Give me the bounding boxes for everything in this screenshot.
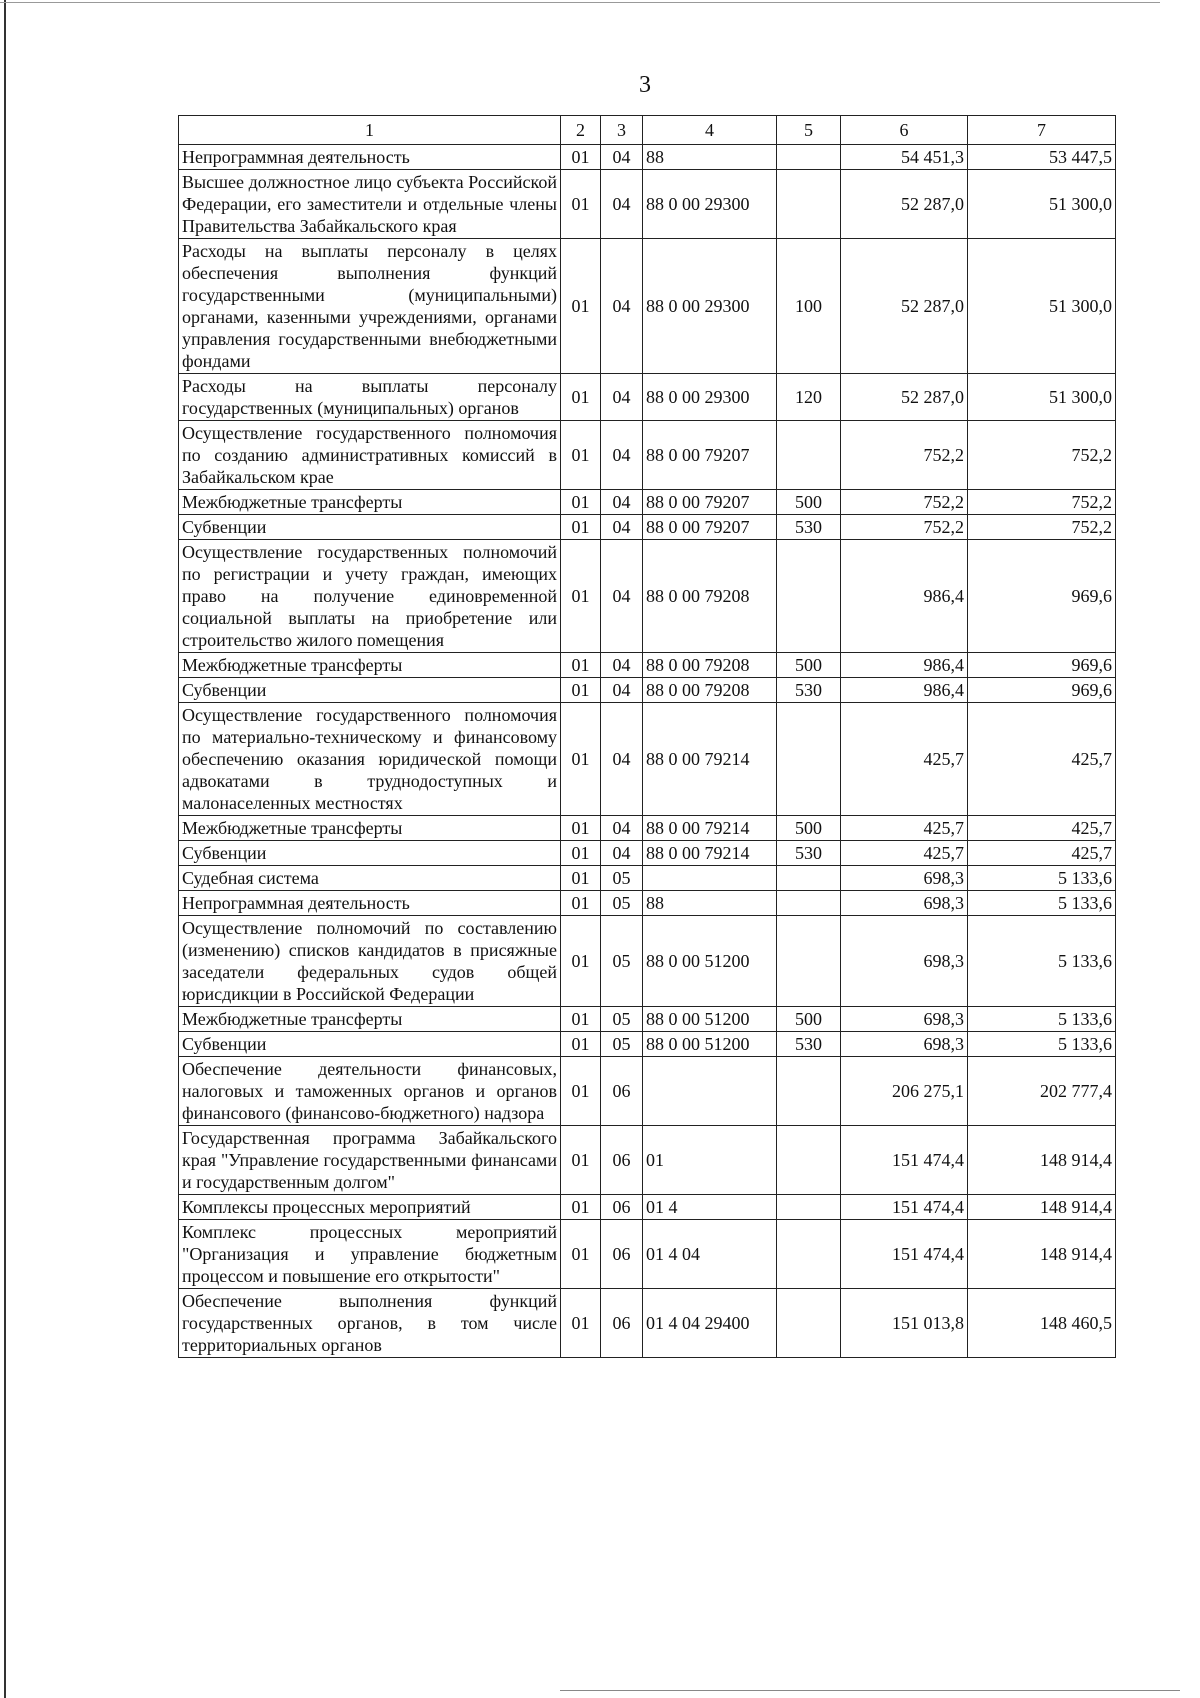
table-row — [179, 1289, 1116, 1358]
subsection-code-cell: 05 — [601, 916, 643, 1007]
amount-col6-cell: 752,2 — [841, 490, 968, 515]
table-row — [179, 1126, 1116, 1195]
table-row — [179, 1007, 1116, 1032]
subsection-code-cell: 04 — [601, 703, 643, 816]
expense-type-cell: 500 — [777, 1007, 841, 1032]
expense-type-cell: 100 — [777, 239, 841, 374]
scan-edge-bottom — [560, 1690, 1180, 1691]
target-article-cell: 88 0 00 79214 — [643, 703, 777, 816]
subsection-code-cell: 06 — [601, 1289, 643, 1358]
table-row — [179, 1195, 1116, 1220]
subsection-code-cell: 05 — [601, 866, 643, 891]
amount-col6-cell: 52 287,0 — [841, 374, 968, 421]
expense-type-cell: 120 — [777, 374, 841, 421]
amount-col7-cell: 969,6 — [968, 653, 1116, 678]
amount-col7-cell: 752,2 — [968, 421, 1116, 490]
table-row — [179, 421, 1116, 490]
amount-col7-cell: 752,2 — [968, 515, 1116, 540]
section-code-cell: 01 — [561, 1220, 601, 1289]
table-row — [179, 866, 1116, 891]
subsection-code-cell: 04 — [601, 374, 643, 421]
target-article-cell: 01 4 04 — [643, 1220, 777, 1289]
amount-col7-cell: 148 460,5 — [968, 1289, 1116, 1358]
section-code-cell: 01 — [561, 239, 601, 374]
amount-col7-cell: 148 914,4 — [968, 1220, 1116, 1289]
column-header: 6 — [841, 116, 968, 145]
expense-type-cell: 530 — [777, 515, 841, 540]
scan-edge-left — [4, 0, 6, 1698]
row-name-cell: Межбюджетные трансферты — [179, 816, 561, 841]
amount-col7-cell: 752,2 — [968, 490, 1116, 515]
amount-col6-cell: 151 474,4 — [841, 1195, 968, 1220]
row-name-cell: Субвенции — [179, 841, 561, 866]
expense-type-cell — [777, 916, 841, 1007]
amount-col7-cell: 969,6 — [968, 540, 1116, 653]
amount-col6-cell: 698,3 — [841, 1007, 968, 1032]
target-article-cell: 88 0 00 79207 — [643, 490, 777, 515]
column-header: 1 — [179, 116, 561, 145]
section-code-cell: 01 — [561, 653, 601, 678]
amount-col6-cell: 151 474,4 — [841, 1126, 968, 1195]
row-name-cell: Непрограммная деятельность — [179, 145, 561, 170]
table-row — [179, 145, 1116, 170]
expense-type-cell: 530 — [777, 841, 841, 866]
expense-type-cell: 530 — [777, 678, 841, 703]
subsection-code-cell: 05 — [601, 1032, 643, 1057]
target-article-cell: 88 0 00 79208 — [643, 653, 777, 678]
page-number: 3 — [639, 72, 651, 98]
target-article-cell — [643, 1057, 777, 1126]
table-header-row — [179, 116, 1116, 145]
section-code-cell: 01 — [561, 540, 601, 653]
subsection-code-cell: 04 — [601, 490, 643, 515]
section-code-cell: 01 — [561, 515, 601, 540]
target-article-cell: 88 0 00 29300 — [643, 374, 777, 421]
row-name-cell: Субвенции — [179, 678, 561, 703]
subsection-code-cell: 06 — [601, 1220, 643, 1289]
amount-col6-cell: 151 013,8 — [841, 1289, 968, 1358]
expense-type-cell — [777, 1057, 841, 1126]
table-row — [179, 170, 1116, 239]
column-header: 2 — [561, 116, 601, 145]
section-code-cell: 01 — [561, 1007, 601, 1032]
section-code-cell: 01 — [561, 1126, 601, 1195]
row-name-cell: Осуществление государственного полномочия по созданию административных комиссий в Забайкальском крае — [179, 421, 561, 490]
expense-type-cell — [777, 891, 841, 916]
section-code-cell: 01 — [561, 866, 601, 891]
amount-col6-cell: 54 451,3 — [841, 145, 968, 170]
amount-col7-cell: 5 133,6 — [968, 1032, 1116, 1057]
amount-col6-cell: 425,7 — [841, 703, 968, 816]
subsection-code-cell: 04 — [601, 816, 643, 841]
scan-edge-top — [0, 2, 1160, 3]
target-article-cell: 01 4 04 29400 — [643, 1289, 777, 1358]
section-code-cell: 01 — [561, 916, 601, 1007]
subsection-code-cell: 04 — [601, 515, 643, 540]
subsection-code-cell: 04 — [601, 841, 643, 866]
amount-col7-cell: 148 914,4 — [968, 1195, 1116, 1220]
subsection-code-cell: 04 — [601, 540, 643, 653]
expense-type-cell — [777, 170, 841, 239]
table-row — [179, 1057, 1116, 1126]
column-header: 3 — [601, 116, 643, 145]
target-article-cell: 88 0 00 79208 — [643, 540, 777, 653]
section-code-cell: 01 — [561, 170, 601, 239]
section-code-cell: 01 — [561, 374, 601, 421]
section-code-cell: 01 — [561, 703, 601, 816]
table-row — [179, 374, 1116, 421]
row-name-cell: Государственная программа Забайкальского края "Управление государственными финансами и государственным долгом" — [179, 1126, 561, 1195]
target-article-cell: 88 0 00 79207 — [643, 421, 777, 490]
table-row — [179, 891, 1116, 916]
amount-col7-cell: 5 133,6 — [968, 866, 1116, 891]
amount-col7-cell: 148 914,4 — [968, 1126, 1116, 1195]
column-header: 4 — [643, 116, 777, 145]
expense-type-cell — [777, 703, 841, 816]
table-row — [179, 1032, 1116, 1057]
row-name-cell: Осуществление полномочий по составлению (изменению) списков кандидатов в присяжные заседатели федеральных судов общей юрисдикции в Российской Федерации — [179, 916, 561, 1007]
table-row — [179, 678, 1116, 703]
amount-col6-cell: 52 287,0 — [841, 170, 968, 239]
amount-col6-cell: 752,2 — [841, 515, 968, 540]
row-name-cell: Высшее должностное лицо субъекта Российской Федерации, его заместители и отдельные члены Правительства Забайкальского края — [179, 170, 561, 239]
subsection-code-cell: 06 — [601, 1126, 643, 1195]
table-row — [179, 239, 1116, 374]
target-article-cell: 88 0 00 51200 — [643, 1032, 777, 1057]
row-name-cell: Расходы на выплаты персоналу в целях обеспечения выполнения функций государственными (муниципальными) органами, казенными учреждениями, органами управления государственными внебюджетными фондами — [179, 239, 561, 374]
target-article-cell: 88 0 00 79207 — [643, 515, 777, 540]
amount-col6-cell: 698,3 — [841, 1032, 968, 1057]
target-article-cell: 88 0 00 29300 — [643, 170, 777, 239]
amount-col6-cell: 206 275,1 — [841, 1057, 968, 1126]
subsection-code-cell: 04 — [601, 170, 643, 239]
subsection-code-cell: 04 — [601, 239, 643, 374]
amount-col6-cell: 986,4 — [841, 540, 968, 653]
section-code-cell: 01 — [561, 145, 601, 170]
section-code-cell: 01 — [561, 678, 601, 703]
row-name-cell: Обеспечение выполнения функций государственных органов, в том числе территориальных органов — [179, 1289, 561, 1358]
row-name-cell: Комплекс процессных мероприятий "Организация и управление бюджетным процессом и повышение его открытости" — [179, 1220, 561, 1289]
section-code-cell: 01 — [561, 421, 601, 490]
row-name-cell: Межбюджетные трансферты — [179, 1007, 561, 1032]
target-article-cell: 88 — [643, 891, 777, 916]
subsection-code-cell: 05 — [601, 1007, 643, 1032]
section-code-cell: 01 — [561, 841, 601, 866]
column-header: 7 — [968, 116, 1116, 145]
row-name-cell: Субвенции — [179, 515, 561, 540]
amount-col7-cell: 425,7 — [968, 703, 1116, 816]
amount-col7-cell: 5 133,6 — [968, 916, 1116, 1007]
amount-col7-cell: 51 300,0 — [968, 374, 1116, 421]
expense-type-cell: 500 — [777, 490, 841, 515]
target-article-cell: 88 0 00 51200 — [643, 916, 777, 1007]
expense-type-cell — [777, 145, 841, 170]
table-row — [179, 653, 1116, 678]
table-body — [179, 145, 1116, 1358]
amount-col6-cell: 698,3 — [841, 916, 968, 1007]
expense-type-cell: 500 — [777, 653, 841, 678]
target-article-cell: 88 0 00 29300 — [643, 239, 777, 374]
subsection-code-cell: 06 — [601, 1057, 643, 1126]
row-name-cell: Осуществление государственных полномочий по регистрации и учету граждан, имеющих право на получение единовременной социальной выплаты на приобретение или строительство жилого помещения — [179, 540, 561, 653]
amount-col6-cell: 698,3 — [841, 866, 968, 891]
expense-type-cell — [777, 1126, 841, 1195]
row-name-cell: Обеспечение деятельности финансовых, налоговых и таможенных органов и органов финансового (финансово-бюджетного) надзора — [179, 1057, 561, 1126]
amount-col6-cell: 425,7 — [841, 841, 968, 866]
amount-col6-cell: 698,3 — [841, 891, 968, 916]
amount-col7-cell: 5 133,6 — [968, 1007, 1116, 1032]
expense-type-cell — [777, 1220, 841, 1289]
amount-col6-cell: 752,2 — [841, 421, 968, 490]
table-row — [179, 515, 1116, 540]
amount-col7-cell: 5 133,6 — [968, 891, 1116, 916]
expense-type-cell — [777, 866, 841, 891]
amount-col7-cell: 51 300,0 — [968, 239, 1116, 374]
amount-col6-cell: 151 474,4 — [841, 1220, 968, 1289]
amount-col6-cell: 986,4 — [841, 653, 968, 678]
subsection-code-cell: 05 — [601, 891, 643, 916]
table-row — [179, 841, 1116, 866]
amount-col6-cell: 52 287,0 — [841, 239, 968, 374]
expense-type-cell — [777, 540, 841, 653]
target-article-cell: 88 0 00 51200 — [643, 1007, 777, 1032]
table-row — [179, 490, 1116, 515]
expense-type-cell: 500 — [777, 816, 841, 841]
section-code-cell: 01 — [561, 1289, 601, 1358]
expense-type-cell — [777, 1195, 841, 1220]
section-code-cell: 01 — [561, 1057, 601, 1126]
row-name-cell: Межбюджетные трансферты — [179, 490, 561, 515]
amount-col7-cell: 202 777,4 — [968, 1057, 1116, 1126]
section-code-cell: 01 — [561, 490, 601, 515]
target-article-cell: 88 0 00 79208 — [643, 678, 777, 703]
target-article-cell: 88 0 00 79214 — [643, 816, 777, 841]
row-name-cell: Субвенции — [179, 1032, 561, 1057]
amount-col6-cell: 425,7 — [841, 816, 968, 841]
target-article-cell: 88 0 00 79214 — [643, 841, 777, 866]
row-name-cell: Расходы на выплаты персоналу государственных (муниципальных) органов — [179, 374, 561, 421]
table-row — [179, 1220, 1116, 1289]
target-article-cell: 01 4 — [643, 1195, 777, 1220]
subsection-code-cell: 04 — [601, 653, 643, 678]
subsection-code-cell: 06 — [601, 1195, 643, 1220]
row-name-cell: Непрограммная деятельность — [179, 891, 561, 916]
amount-col6-cell: 986,4 — [841, 678, 968, 703]
amount-col7-cell: 53 447,5 — [968, 145, 1116, 170]
row-name-cell: Осуществление государственного полномочия по материально-техническому и финансовому обеспечению оказания юридической помощи адвокатами в труднодоступных и малонаселенных местностях — [179, 703, 561, 816]
target-article-cell — [643, 866, 777, 891]
section-code-cell: 01 — [561, 1195, 601, 1220]
amount-col7-cell: 425,7 — [968, 816, 1116, 841]
section-code-cell: 01 — [561, 816, 601, 841]
table-row — [179, 816, 1116, 841]
row-name-cell: Комплексы процессных мероприятий — [179, 1195, 561, 1220]
table-row — [179, 703, 1116, 816]
expense-type-cell — [777, 421, 841, 490]
target-article-cell: 88 — [643, 145, 777, 170]
table-row — [179, 540, 1116, 653]
subsection-code-cell: 04 — [601, 421, 643, 490]
subsection-code-cell: 04 — [601, 145, 643, 170]
table-row — [179, 916, 1116, 1007]
amount-col7-cell: 425,7 — [968, 841, 1116, 866]
column-header: 5 — [777, 116, 841, 145]
section-code-cell: 01 — [561, 891, 601, 916]
budget-table — [178, 115, 1116, 1358]
row-name-cell: Судебная система — [179, 866, 561, 891]
section-code-cell: 01 — [561, 1032, 601, 1057]
target-article-cell: 01 — [643, 1126, 777, 1195]
amount-col7-cell: 969,6 — [968, 678, 1116, 703]
row-name-cell: Межбюджетные трансферты — [179, 653, 561, 678]
amount-col7-cell: 51 300,0 — [968, 170, 1116, 239]
expense-type-cell: 530 — [777, 1032, 841, 1057]
expense-type-cell — [777, 1289, 841, 1358]
subsection-code-cell: 04 — [601, 678, 643, 703]
